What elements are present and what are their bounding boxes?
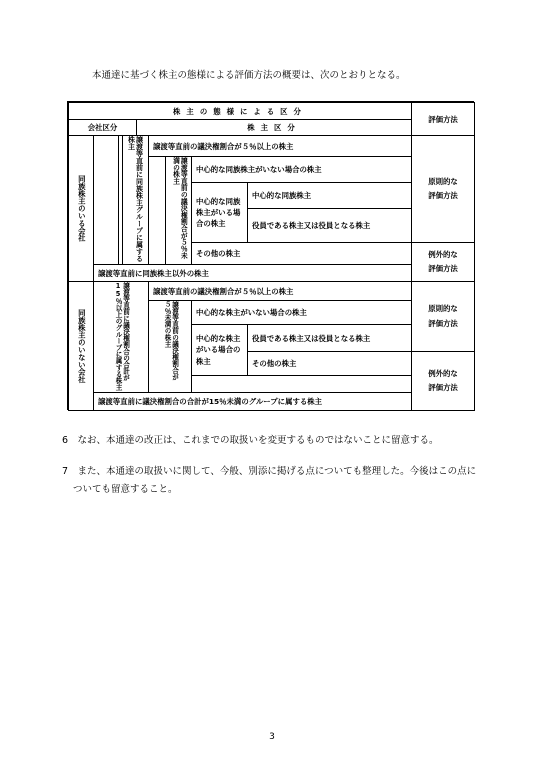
- group1-central-family-owner: 中心的な同族株主: [247, 182, 412, 209]
- group1-over5-percent: 譲渡等直前の議決権割合が５％以上の株主: [148, 135, 412, 157]
- group1-principled-line2: 評価方法: [428, 191, 458, 200]
- group2-principled-line2: 評価方法: [428, 318, 458, 328]
- group2-over5-percent: 譲渡等直前の議決権割合が５％以上の株主: [148, 281, 412, 301]
- group1-non-family-shareholder: 譲渡等直前に同族株主以外の株主: [93, 264, 412, 282]
- group2-principled-method: [411, 281, 475, 352]
- evaluation-table: [67, 101, 474, 410]
- paragraph-7-line1: 7 また、本通達の取扱いに関して、今般、別添に掲げる点についても整理した。今後はこの点に: [62, 466, 477, 477]
- header-evaluation-method: 評価方法: [411, 102, 475, 136]
- group1-family-group-member-label: 譲渡等直前に同族株主グループに属する株主: [122, 135, 149, 265]
- company-with-family-shareholders: 同族株主のいる会社: [68, 135, 94, 282]
- intro-text: 本通達に基づく株主の態様による評価方法の概要は、次のとおりとなる。: [92, 70, 406, 81]
- paragraph-6: 6 なお、本通達の改正は、これまでの取扱いを変更するものではないことに留意する。: [62, 435, 439, 446]
- page-number: 3: [269, 732, 275, 742]
- group1-exceptional-method: [411, 242, 475, 282]
- group2-with-central: 中心的な株主がいる場合の株主: [191, 324, 248, 376]
- group2-exceptional-method: [411, 351, 475, 411]
- group2-exceptional-line2: 評価方法: [428, 383, 458, 392]
- paragraph-7-line2: ついても留意すること。: [73, 484, 178, 495]
- group1-principled-line1: 原則的な: [428, 176, 458, 186]
- company-without-family-shareholders: 同族株主のいない会社: [68, 281, 94, 411]
- group2-principled-line1: 原則的な: [428, 304, 458, 314]
- group2-exceptional-line1: 例外的な: [428, 368, 458, 378]
- group2-under15-percent-group: 譲渡等直前に議決権割合の合計が15％未満のグループに属する株主: [93, 392, 412, 411]
- group1-left-filler: [93, 135, 119, 282]
- group1-no-central-family: 中心的な同族株主がいない場合の株主: [191, 156, 412, 183]
- group1-under5-label: 譲渡等直前の議決権割合が５％未満の株主: [165, 156, 192, 265]
- group1-exceptional-line1: 例外的な: [428, 249, 458, 259]
- group1-officer-shareholder: 役員である株主又は役員となる株主: [247, 208, 412, 243]
- group1-exceptional-line2: 評価方法: [428, 264, 458, 273]
- group1-other-shareholder: その他の株主: [191, 242, 412, 265]
- group1-principled-method: [411, 135, 475, 243]
- group2-no-central: 中心的な株主がいない場合の株主: [191, 300, 412, 325]
- group2-under5-percent: 譲渡等直前の議決権割合が５％未満の株主: [148, 300, 192, 393]
- table-title: 株主の態様による区分: [68, 102, 412, 120]
- group1-with-central-family: 中心的な同族株主がいる場合の株主: [191, 182, 248, 243]
- group2-other-shareholder: その他の株主: [247, 351, 412, 376]
- header-shareholder-class: 株主区分: [136, 119, 412, 136]
- group2-other-row-pad: [191, 375, 412, 393]
- group2-officer-shareholder: 役員である株主又は役員となる株主: [247, 324, 412, 352]
- group2-group-over15-percent: 譲渡等直前に議決権割合の合計が15％以上のグループに属する株主: [93, 281, 149, 393]
- header-company-class: 会社区分: [68, 119, 137, 136]
